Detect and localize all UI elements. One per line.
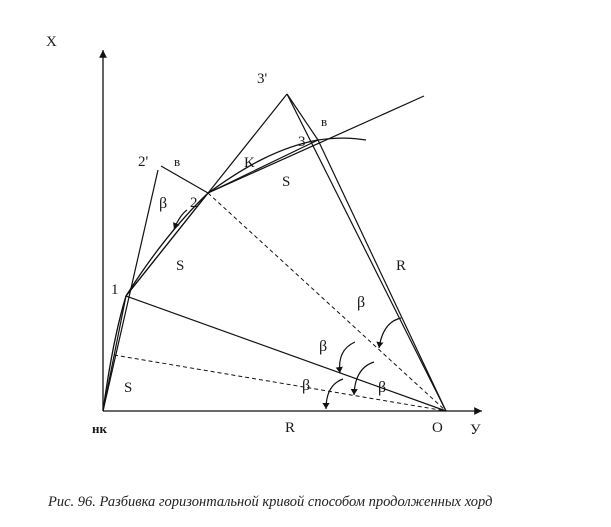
label-b-left: в [174,154,181,169]
extension-1-3prime [126,94,287,296]
label-point-2-prime: 2' [138,154,149,170]
label-radius-right: R [396,258,407,274]
label-beta-mid: β [319,338,328,355]
label-beta-lower: β [302,377,311,394]
angle-arc-bottom [326,379,343,409]
label-b-right: в [321,114,328,129]
label-beta-lower-right: β [378,379,387,396]
label-chord-s-top: S [282,174,291,190]
angle-arc-lower-right [354,362,374,395]
figure-caption: Рис. 96. Разбивка горизонтальной кривой способом продолженных хорд [48,494,493,510]
bisector-low-O [114,355,446,411]
label-chord-s-bottom: S [124,380,133,396]
label-point-2: 2 [190,195,198,211]
offset-2prime-2 [161,166,208,193]
label-point-3: 3 [298,134,306,150]
label-beta-right: β [357,294,366,311]
label-point-3-prime: 3' [257,71,268,87]
extension-2-beyond [208,96,424,193]
label-nk: нк [92,421,107,436]
label-point-1: 1 [111,282,119,298]
bisector-2-O [208,193,446,411]
y-axis-label: У [470,422,481,438]
label-beta-top-left: β [159,195,168,212]
label-radius-bottom: R [285,420,296,436]
angle-arc-mid [340,342,355,373]
label-chord-s-mid: S [176,258,185,274]
radius-1-O [126,296,446,411]
radius-3-O [318,140,446,411]
label-curve-K: K [244,155,255,171]
x-axis-label: X [46,34,57,50]
radius-3prime-O [287,94,446,411]
angle-arc-top-left [174,210,187,229]
label-O: O [432,420,443,436]
angle-arc-right-upper [379,318,401,348]
